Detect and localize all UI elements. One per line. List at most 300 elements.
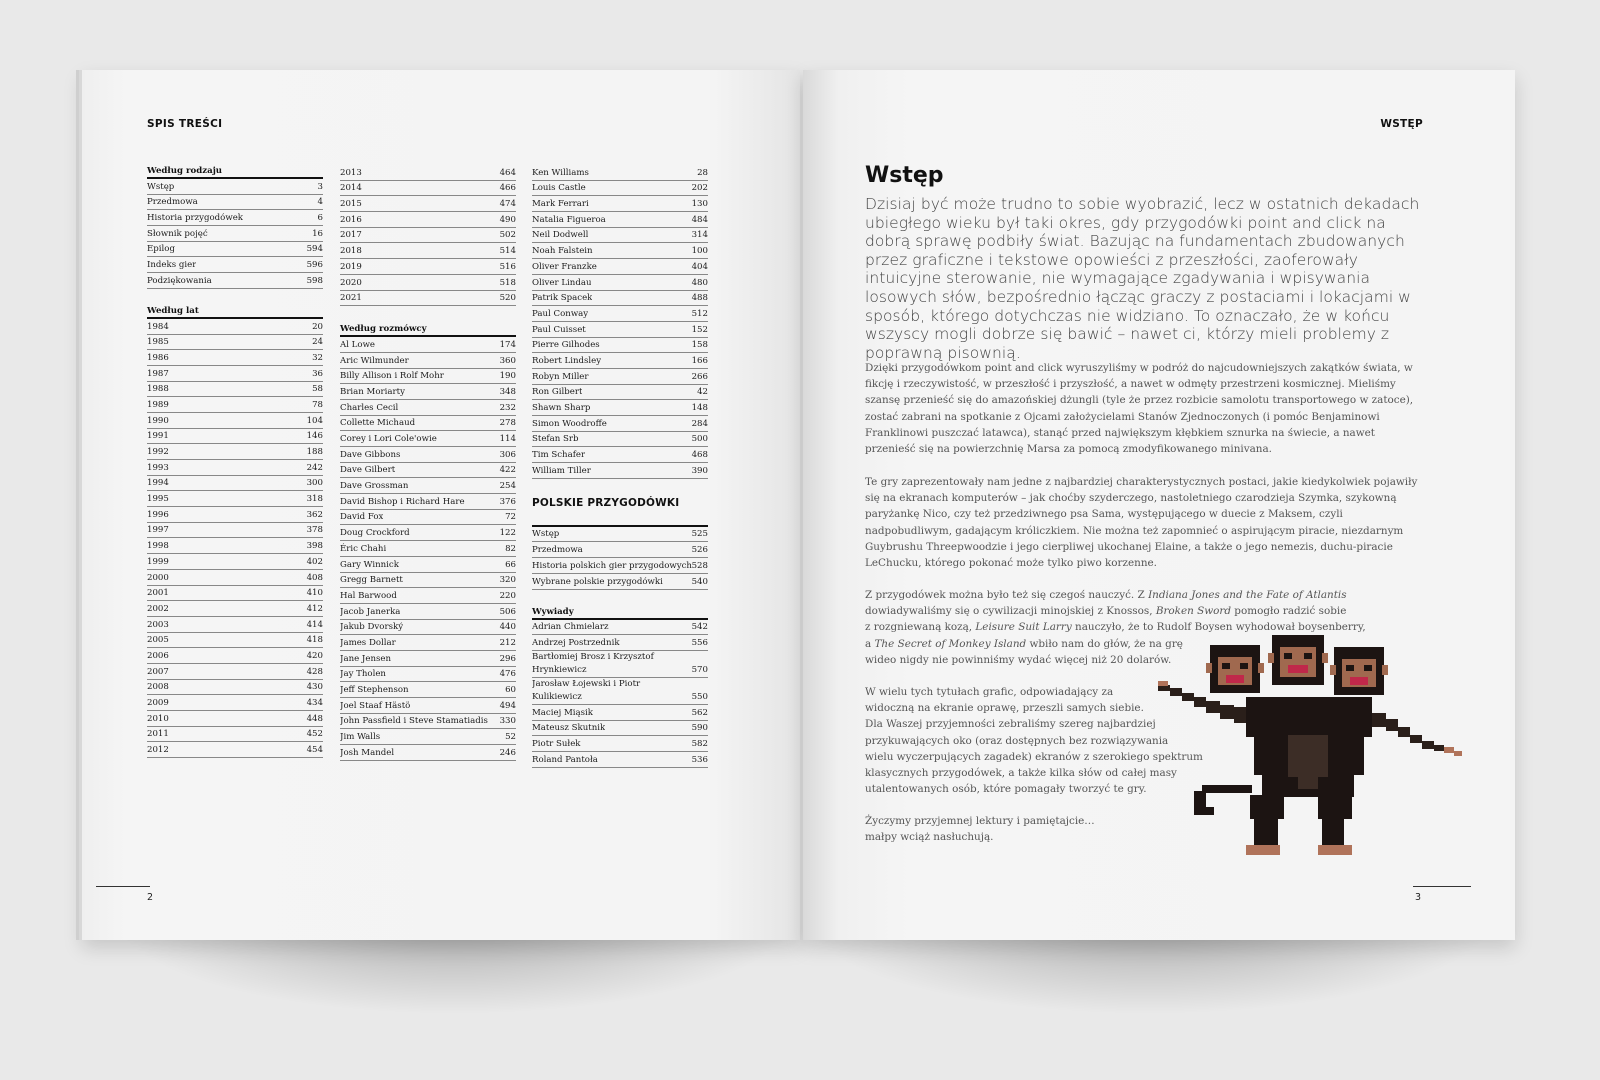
toc-entry-page: 494 [499,700,516,711]
folio-rule [1413,886,1471,887]
toc-entry-page: 376 [499,496,516,507]
toc-entry-page: 490 [499,214,516,225]
toc-entry-label: 1992 [147,447,169,457]
toc-row [147,633,323,649]
toc-entry-page: 278 [499,418,516,429]
toc-entry-page: 528 [691,560,708,571]
toc-entry-label: Maciej Miąsik [532,707,594,718]
toc-row [532,338,708,354]
toc-entry-label: 2000 [147,572,169,583]
toc-entry-page: 52 [505,732,516,743]
toc-entry-page: 66 [505,559,516,570]
toc-entry-page: 542 [691,622,708,633]
toc-entry-label: Jane Jensen [340,653,392,664]
toc-row [340,651,516,667]
toc-entry-page: 518 [499,277,516,288]
toc-by-type [147,165,323,289]
body-paragraph-1: Dzięki przygodówkom point and click wyruszyliśmy w podróż do najcudowniejszych zakątków świata, w fikcję i rzeczywistość, w przeszłość i przyszłość, a nawet w odmęty przestrzeni kosmicznej. Mieliśmy szansę przenieść się do amazońskiej dżungli (tyle że przez rozbicie samolotu transportowego w zatoce), zostać zabrani na spotkanie z Ojcami założycielami Stanów Zjednoczonych (i pomóc Benjaminowi Franklinowi puszczać latawca), stanąć przed największym kłębkiem sznurka na świecie, a nawet przenieść się na powierzchnię Marsa za pomocą zmodyfikowanego minivana. [865,362,1414,456]
toc-entry-page: 448 [306,713,323,724]
toc-entry-label: 1995 [147,494,169,505]
left-page [82,70,800,940]
toc-entry-page: 454 [306,745,323,756]
toc-entry-label: Éric Chahi [340,543,387,554]
toc-entry-label: Jakub Dvorský [340,622,404,633]
toc-row [147,335,323,351]
toc-entry-page: 550 [691,691,708,702]
toc-row [147,210,323,226]
toc-entry-page: 24 [312,337,323,348]
toc-entry-label: Słownik pojęć [147,228,208,239]
toc-entry-page: 404 [691,261,708,272]
toc-entry-page: 58 [312,384,323,395]
toc-entry-label: Paul Conway [532,308,589,319]
toc-entry-page: 410 [306,588,323,599]
toc-row [147,523,323,539]
toc-entry-page: 390 [691,465,708,476]
toc-entry-label: 2003 [147,619,169,630]
toc-entry-page: 412 [306,603,323,614]
toc-entry-label: Indeks gier [147,260,197,271]
toc-entry-page: 16 [312,228,323,239]
toc-entry-page: 434 [306,698,323,708]
toc-header: Według lat [147,305,323,319]
toc-entry-label: 1996 [147,509,169,520]
toc-row [340,620,516,636]
toc-row [147,273,323,289]
toc-row [147,397,323,413]
toc-row [340,337,516,353]
toc-entry-page: 190 [499,371,516,382]
body-paragraph-3: Z przygodówek można było też się czegoś nauczyć. Z Indiana Jones and the Fate of Atlantis dowiadywaliśmy się o cywilizacji minojskiej z Knossos, Broken Sword pomogło radzić sobie z rozgniewaną kozą, Leisure Suit Larry nauczyło, że to Rudolf Boysen wyhodował boysenberry, a The Secret of Monkey Island wbiło nam do głów, że na grę wideo nigdy nie powinniśmy wydać więcej niż 20 dolarów. [865,589,1366,666]
toc-entry-label: Wstęp [147,181,175,192]
toc-row [340,510,516,526]
toc-row [340,557,516,573]
toc-row [340,667,516,683]
toc-entry-page: 420 [306,650,323,661]
toc-header: Według rodzaju [147,165,323,179]
toc-row [532,212,708,228]
toc-entry-label: Corey i Lori Cole'owie [340,434,437,444]
toc-entry-label: Aric Wilmunder [340,355,409,366]
toc-entry-label: Tim Schafer [532,450,586,461]
toc-entry-page: 516 [499,261,516,272]
toc-entry-page: 254 [499,481,516,492]
toc-entry-label: 2010 [147,713,169,724]
toc-entry-label: 2008 [147,682,169,693]
toc-entry-label: 1991 [147,431,169,442]
toc-row [340,573,516,589]
running-head-left: SPIS TREŚCI [147,118,223,130]
toc-entry-page: 32 [312,352,323,363]
toc-entry-label: 2018 [340,246,362,257]
toc-entry-label: 1984 [147,321,169,332]
toc-entry-page: 6 [317,213,323,224]
toc-entry-label: Przedmowa [532,545,583,556]
toc-entry-page: 60 [505,685,516,695]
toc-entry-page: 82 [505,543,516,554]
toc-entry-label: Gregg Barnett [340,575,403,586]
toc-entry-label: Joel Staaf Hästö [340,700,411,711]
lead-paragraph: Dzisiaj być może trudno to sobie wyobrazić, lecz w ostatnich dekadach ubiegłego wieku był taki okres, gdy przygodówki point and click na dobrą sprawę podbiły świat. Bazując na fundamentach zbudowanych przez graficzne i tekstowe opowieści z przeszłości, zaoferowały intuicyjne sterowanie, nie wymagające zgadywania i wpisywania losowych słów, bezpośrednio łącząc graczy z postaciami i lokacjami w sposób, którego dotychczas nie widziano. To oznaczało, że w końcu wszyscy mogli dobrze się bawić – nawet ci, którzy mieli problemy z poprawną pisownią. [865,195,1420,362]
toc-entry-label: Jarosław Łojewski i Piotr Kulikiewicz [532,678,641,702]
toc-entry-page: 488 [691,293,708,304]
right-page [803,70,1515,940]
toc-entry-page: 284 [691,418,708,429]
toc-row [340,463,516,479]
toc-row [532,275,708,291]
toc-row [147,257,323,273]
running-head-right: WSTĘP [1380,118,1423,130]
toc-entry-page: 36 [312,368,323,379]
toc-entry-page: 158 [691,340,708,351]
toc-entry-label: Andrzej Postrzednik [532,637,620,648]
toc-row [147,711,323,727]
body-paragraph-5: Życzymy przyjemnej lektury i pamiętajcie… małpy wciąż nasłuchują. [865,815,1095,844]
toc-column-2 [340,165,516,777]
toc-entry-label: David Bishop i Richard Hare [340,496,465,507]
toc-entry-label: 2016 [340,214,362,225]
toc-entry-page: 440 [499,622,516,633]
toc-entry-label: 1997 [147,525,169,536]
toc-entry-page: 452 [306,729,323,740]
toc-entry-page: 378 [306,525,323,536]
toc-row [147,429,323,445]
toc-row [532,620,708,636]
toc-entry-page: 104 [306,415,323,426]
toc-entry-page: 408 [306,572,323,583]
toc-entry-label: Ron Gilbert [532,387,583,398]
toc-row [532,243,708,259]
toc-entry-label: Josh Mandel [340,747,395,758]
toc-row [147,680,323,696]
toc-entry-page: 114 [499,434,516,444]
toc-row [340,431,516,447]
toc-entry-label: Piotr Sułek [532,738,581,749]
toc-row [340,291,516,307]
toc-entry-page: 466 [499,183,516,194]
toc-entry-label: 2001 [147,588,169,599]
toc-entry-label: 1990 [147,415,169,426]
toc-row [532,259,708,275]
toc-entry-label: Epilog [147,244,175,255]
toc-entry-page: 540 [691,576,708,587]
toc-entry-page: 476 [499,669,516,680]
toc-row [532,721,708,737]
toc-entry-label: 2002 [147,603,169,614]
toc-row [147,195,323,211]
toc-entry-page: 402 [306,556,323,567]
toc-row [340,416,516,432]
toc-row [340,243,516,259]
toc-entry-page: 42 [697,387,708,398]
toc-row [340,400,516,416]
toc-by-year [147,305,323,758]
toc-entry-label: Przedmowa [147,197,198,208]
toc-entry-label: Mateusz Skutnik [532,723,606,734]
toc-row [532,736,708,752]
toc-entry-page: 582 [691,738,708,749]
toc-entry-label: 1989 [147,399,169,410]
toc-entry-page: 594 [306,244,323,255]
toc-entry-page: 330 [499,716,516,727]
toc-row [340,714,516,730]
toc-polish [532,525,708,590]
toc-entry-page: 430 [306,682,323,693]
toc-entry-label: Dave Grossman [340,481,409,492]
toc-entry-page: 306 [499,449,516,460]
toc-entry-label: Oliver Franzke [532,261,597,272]
toc-row [340,635,516,651]
toc-entry-label: 2014 [340,183,362,194]
toc-entry-label: Jacob Janerka [340,606,401,617]
toc-entry-page: 480 [691,277,708,288]
toc-row [340,541,516,557]
toc-entry-label: Charles Cecil [340,402,399,413]
toc-entry-label: Podziękowania [147,275,212,286]
toc-entry-label: 1999 [147,556,169,567]
toc-row [340,369,516,385]
toc-entry-label: 2006 [147,650,169,661]
toc-entry-label: Dave Gibbons [340,449,401,460]
toc-row [147,664,323,680]
toc-row [532,416,708,432]
toc-row [340,682,516,698]
toc-row [340,228,516,244]
toc-entry-page: 598 [306,275,323,286]
toc-entry-label: Gary Winnick [340,559,399,570]
chapter-title: Wstęp [865,163,944,188]
toc-row [532,574,708,590]
toc-entry-page: 570 [691,664,708,675]
toc-entry-page: 146 [306,431,323,442]
toc-entry-page: 536 [691,754,708,765]
toc-row [147,179,323,195]
toc-entry-page: 78 [312,399,323,410]
toc-entry-label: 2013 [340,167,362,178]
toc-entry-page: 242 [306,462,323,473]
toc-row [147,382,323,398]
toc-entry-label: 1994 [147,478,169,489]
toc-entry-page: 20 [312,321,323,332]
toc-row [147,350,323,366]
toc-entry-page: 500 [691,434,708,445]
toc-entry-page: 398 [306,541,323,552]
toc-column-3 [532,165,708,784]
toc-entry-page: 28 [697,167,708,178]
toc-entry-label: Brian Moriarty [340,386,405,397]
toc-row [147,695,323,711]
toc-entry-label: Historia polskich gier przygodowych [532,560,692,571]
toc-row [340,745,516,761]
toc-row [532,353,708,369]
toc-entry-label: Jay Tholen [340,669,386,680]
toc-row [340,729,516,745]
toc-entry-page: 474 [499,199,516,210]
toc-row [147,413,323,429]
toc-row [147,476,323,492]
toc-entry-label: David Fox [340,512,384,523]
toc-row [147,554,323,570]
toc-header: Wywiady [532,606,708,620]
body-paragraph-4: W wielu tych tytułach grafic, odpowiadający za widoczną na ekranie oprawę, przeszli samych siebie. Dla Waszej przyjemności zebraliśmy szereg najbardziej przykuwających oko (oraz dostępnych bez rozwiązywania wielu wyczerpujących zagadek) ekranów z szerokiego spektrum klasycznych przygodówek, a także kilka słów od całej masy utalentowanych osób, które pomagały tworzyć te gry. [865,686,1203,796]
toc-row [147,601,323,617]
toc-row [532,447,708,463]
polish-section-title: POLSKIE PRZYGODÓWKI [532,496,680,509]
toc-row [532,400,708,416]
toc-row [532,651,708,678]
toc-entry-page: 202 [691,183,708,194]
toc-row [532,385,708,401]
toc-entry-page: 246 [499,747,516,758]
toc-entry-label: Hal Barwood [340,590,397,601]
toc-row [147,617,323,633]
toc-entry-label: Collette Michaud [340,418,416,429]
toc-entry-page: 514 [499,246,516,257]
toc-entry-label: 2017 [340,230,362,241]
toc-entry-label: Al Lowe [340,339,376,350]
toc-row [532,752,708,768]
toc-row [532,369,708,385]
toc-entry-page: 562 [691,707,708,718]
toc-row [340,384,516,400]
toc-entry-label: Jim Walls [340,732,381,743]
toc-entry-page: 100 [691,246,708,257]
toc-row [340,478,516,494]
toc-row [147,727,323,743]
toc-row [147,538,323,554]
toc-entry-page: 520 [499,293,516,304]
toc-entry-page: 266 [691,371,708,382]
toc-row [532,306,708,322]
toc-row [532,165,708,181]
folio-rule [96,886,150,887]
toc-entry-label: 2019 [340,261,362,272]
toc-entry-label: 1993 [147,462,169,473]
toc-interviews [532,606,708,768]
toc-row [340,698,516,714]
toc-entry-label: 1985 [147,337,169,348]
toc-row [340,181,516,197]
toc-entry-page: 484 [691,214,708,225]
toc-entry-page: 348 [499,386,516,397]
toc-entry-label: Paul Cuisset [532,324,586,335]
toc-row [147,586,323,602]
toc-entry-page: 232 [499,402,516,413]
toc-row [532,181,708,197]
toc-entry-page: 362 [306,509,323,520]
toc-entry-label: Dave Gilbert [340,465,396,476]
toc-entry-label: Doug Crockford [340,528,410,539]
toc-entry-page: 526 [691,545,708,556]
toc-entry-page: 152 [691,324,708,335]
toc-row [340,604,516,620]
toc-entry-page: 318 [306,494,323,505]
toc-row [532,196,708,212]
toc-row [147,491,323,507]
toc-entry-label: 2020 [340,277,362,288]
toc-entry-label: Robyn Miller [532,371,589,382]
page-number-left: 2 [147,892,154,903]
page-number-right: 3 [1415,892,1422,903]
toc-entry-label: Ken Williams [532,167,589,178]
toc-row [147,507,323,523]
toc-entry-label: Mark Ferrari [532,199,589,210]
toc-row [340,212,516,228]
toc-entry-page: 296 [499,653,516,664]
toc-entry-label: John Passfield i Steve Stamatiadis [340,716,488,727]
toc-row [340,259,516,275]
toc-entry-label: Shawn Sharp [532,403,591,413]
toc-row [532,291,708,307]
toc-entry-label: Louis Castle [532,183,586,194]
toc-entry-label: Adrian Chmielarz [532,622,609,633]
toc-row [340,525,516,541]
toc-entry-label: 2005 [147,635,169,646]
toc-row [147,460,323,476]
toc-entry-page: 130 [691,199,708,210]
toc-entry-label: Wybrane polskie przygodówki [532,576,663,587]
toc-entry-label: Bartłomiej Brosz i Krzysztof Hrynkiewicz [532,651,654,675]
toc-row [147,648,323,664]
toc-column-1 [147,165,323,774]
toc-entry-page: 506 [499,606,516,617]
toc-entry-label: Natalia Figueroa [532,214,606,225]
toc-entry-page: 220 [499,590,516,601]
toc-entry-label: Noah Falstein [532,246,593,257]
toc-row [532,322,708,338]
toc-entry-page: 422 [499,465,516,476]
toc-row [340,165,516,181]
toc-entry-page: 300 [306,478,323,489]
toc-entry-page: 212 [499,637,516,648]
toc-row [532,527,708,543]
toc-entry-label: William Tiller [532,465,591,476]
toc-row [340,353,516,369]
toc-row [532,463,708,479]
toc-entry-page: 428 [306,666,323,677]
toc-row [340,196,516,212]
toc-entry-page: 590 [691,723,708,734]
toc-entry-page: 174 [499,339,516,350]
toc-row [147,226,323,242]
toc-entry-page: 72 [505,512,516,523]
toc-entry-page: 314 [691,230,708,241]
toc-entry-page: 360 [499,355,516,366]
toc-entry-label: Patrik Spacek [532,293,593,304]
toc-entry-page: 122 [499,528,516,539]
toc-entry-page: 414 [306,619,323,630]
toc-entry-page: 148 [691,403,708,413]
toc-entry-label: Jeff Stephenson [340,685,409,695]
toc-entry-page: 3 [317,181,323,192]
toc-header: Według rozmówcy [340,323,516,337]
toc-entry-page: 468 [691,450,708,461]
toc-row [340,275,516,291]
toc-years-cont [340,165,516,306]
toc-row [147,366,323,382]
toc-row [532,558,708,574]
toc-interviewees-cont [532,165,708,479]
toc-entry-label: 1988 [147,384,169,395]
toc-row [532,228,708,244]
toc-entry-page: 512 [691,308,708,319]
toc-row [340,447,516,463]
toc-entry-label: 2012 [147,745,169,756]
toc-entry-label: Simon Woodroffe [532,418,607,429]
toc-entry-page: 525 [691,529,708,540]
toc-entry-page: 556 [691,637,708,648]
toc-entry-label: 2021 [340,293,362,304]
